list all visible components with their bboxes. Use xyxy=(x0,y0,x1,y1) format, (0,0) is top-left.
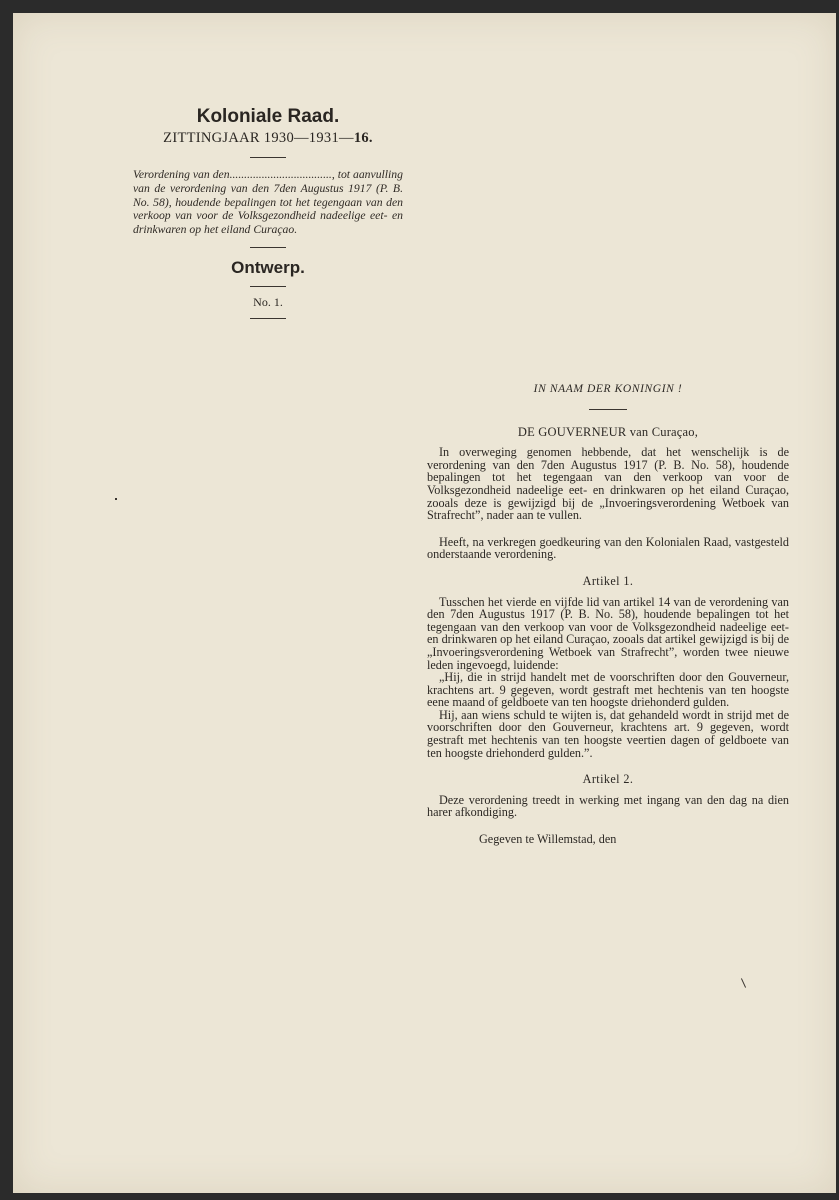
divider xyxy=(250,157,286,158)
article-1-text: Tusschen het vierde en vijfde lid van artikel 14 van de verordening van den 7den Augustus 1917 (P. B. No. 58), houdende bepalingen tot het tegengaan van den verkoop van voor de Volksgezondheid nadeelige eet- en drinkwaren op het eiland Curaçao, zooals dat artikel gewijzigd is bij de „Invoeringsverordening Wetboek van Strafrecht”, worden twee nieuwe leden ingevoegd, luidende: xyxy=(427,594,789,672)
approval-paragraph: Heeft, na verkregen goedkeuring van den Kolonialen Raad, vastgesteld onderstaande verordening. xyxy=(427,534,789,562)
divider xyxy=(250,286,286,287)
session-prefix: ZITTINGJAAR 1930—1931— xyxy=(163,130,354,146)
article-2-text: Deze verordening treedt in werking met ingang van den dag na dien harer afkondiging. xyxy=(427,792,789,820)
ordinance-description: Verordening van den..................................., tot aanvulling van de verordening van den 7den Augustus 1917 (P. B. No. 58), houdende bepalingen tot het tegengaan van den verkoop van voor de Volksgezondheid nadeelige eet- en drinkwaren op het eiland Curaçao. xyxy=(133,168,403,237)
article-1-quote-1: „Hij, die in strijd handelt met de voorschriften door den Gouverneur, krachtens art. 9 gegeven, wordt gestraft met hechtenis van ten hoogste eene maand of geldboete van ten hoogste driehonderd gulden. xyxy=(427,670,789,710)
article-1-quote-2: Hij, aan wiens schuld te wijten is, dat gehandeld wordt in strijd met de voorschriften door den Gouverneur, krachtens art. 9 gegeven, wordt gestraft met hechtenis van ten hoogste veertien dagen of geldboete van ten hoogste driehonderd gulden.”. xyxy=(427,707,789,760)
draft-label: Ontwerp. xyxy=(231,257,305,277)
salutation: IN NAAM DER KONINGIN ! xyxy=(533,383,683,395)
paper-mark xyxy=(741,978,746,987)
ordinance-body xyxy=(427,383,789,846)
governor-heading: DE GOUVERNEUR van Curaçao, xyxy=(517,424,699,439)
draft-number: No. 1. xyxy=(253,294,283,309)
divider xyxy=(250,318,286,319)
session-year xyxy=(133,129,403,147)
divider xyxy=(250,247,286,248)
council-title: Koloniale Raad. xyxy=(196,106,340,127)
article-1-title: Artikel 1. xyxy=(582,573,634,588)
document-page xyxy=(13,13,836,1193)
divider xyxy=(589,409,627,410)
session-number: 16. xyxy=(353,130,373,146)
consideration-paragraph: In overweging genomen hebbende, dat het wenschelijk is de verordening van den 7den Augustus 1917 (P. B. No. 58), houdende bepalingen tot het tegengaan van den verkoop van voor de Volksgezondheid nadeelige eet- en drinkwaren op het eiland Curaçao, zooals deze is gewijzigd bij de „Invoeringsverordening Wetboek van Strafrecht”, nader aan te vullen. xyxy=(427,445,789,523)
document-header xyxy=(133,105,403,327)
closing-line: Gegeven te Willemstad, den xyxy=(479,832,617,847)
paper-speck xyxy=(115,498,117,500)
article-2-title: Artikel 2. xyxy=(582,772,634,787)
